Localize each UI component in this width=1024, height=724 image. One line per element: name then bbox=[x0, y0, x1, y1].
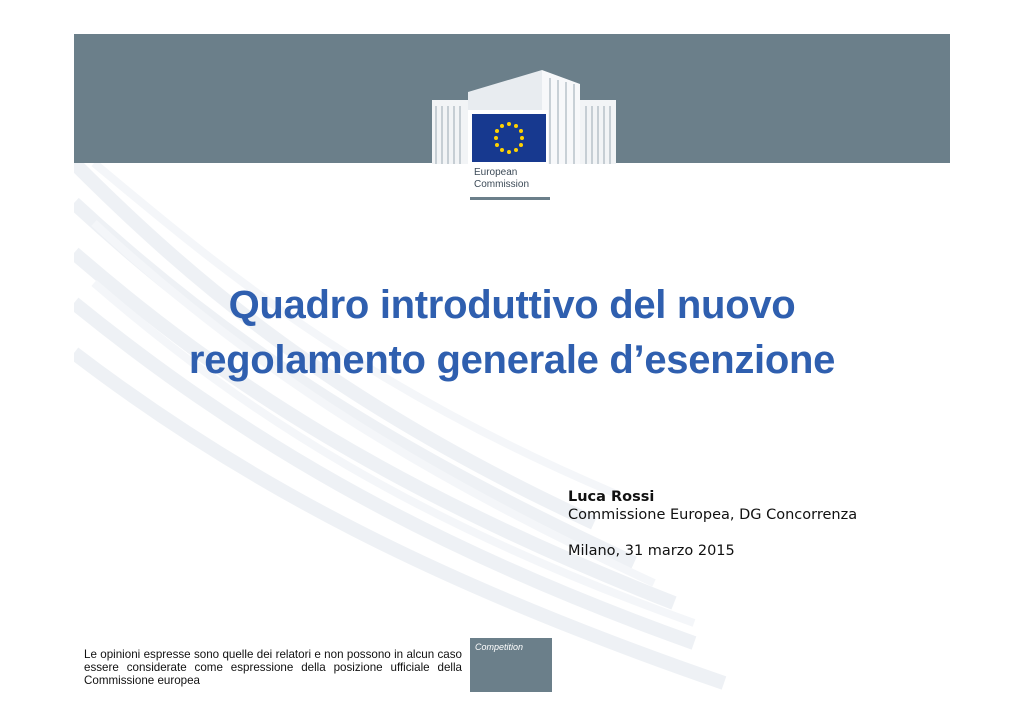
logo-text bbox=[474, 167, 554, 191]
title-line-2: regolamento generale d’esenzione bbox=[188, 338, 836, 382]
background-waves bbox=[74, 163, 950, 694]
author-name: Luca Rossi bbox=[568, 489, 655, 505]
logo-line-commission: Commission bbox=[474, 179, 530, 190]
logo-line-european: European bbox=[474, 167, 518, 178]
title-line-1: Quadro introduttivo del nuovo bbox=[228, 283, 796, 327]
author-affiliation: Commissione Europea, DG Concorrenza bbox=[568, 507, 858, 523]
competition-badge bbox=[470, 638, 552, 692]
logo-underline bbox=[470, 197, 550, 200]
eu-flag bbox=[472, 114, 546, 162]
slide-title bbox=[74, 278, 950, 388]
competition-label: Competition bbox=[475, 642, 524, 652]
slide bbox=[74, 34, 950, 694]
author-block bbox=[568, 488, 928, 560]
disclaimer: Le opinioni espresse sono quelle dei relatori e non possono in alcun caso essere considerate come espressione della posizione ufficiale della Commissione europea bbox=[84, 648, 462, 687]
event-date: Milano, 31 marzo 2015 bbox=[568, 543, 735, 559]
